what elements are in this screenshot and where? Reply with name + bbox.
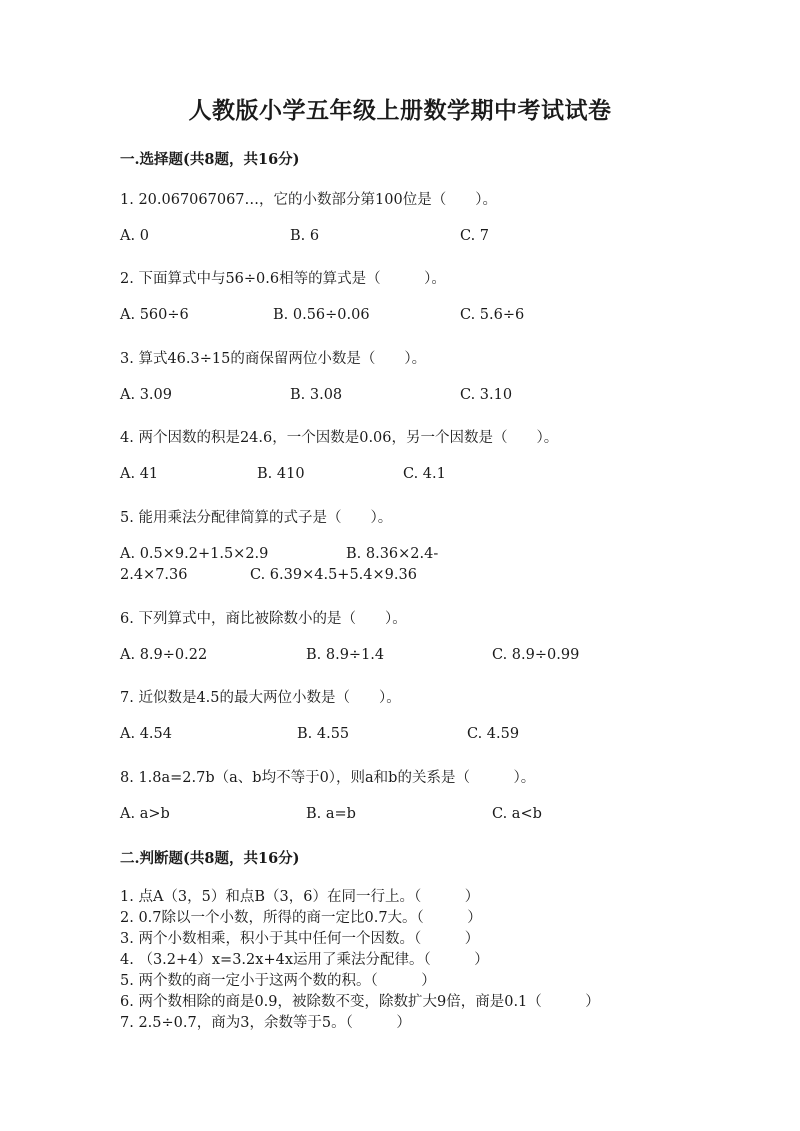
question-2-option-c: C. 5.6÷6: [460, 307, 525, 323]
page-title: 人教版小学五年级上册数学期中考试试卷: [188, 97, 612, 124]
question-1-stem: 1. 20.067067067…，它的小数部分第100位是（ ）。: [120, 192, 497, 208]
section-heading-judgement: 二.判断题(共8题，共16分): [120, 850, 300, 867]
question-6-option-c: C. 8.9÷0.99: [492, 647, 580, 663]
section-heading-choice: 一.选择题(共8题，共16分): [120, 151, 300, 168]
question-5-option-c: C. 6.39×4.5+5.4×9.36: [250, 567, 417, 583]
question-2-option-a: A. 560÷6: [120, 307, 189, 323]
question-5-option-b-continued: 2.4×7.36: [120, 567, 188, 583]
judgement-item-6: 6. 两个数相除的商是0.9，被除数不变，除数扩大9倍，商是0.1（ ）: [120, 994, 600, 1010]
question-8-stem: 8. 1.8a=2.7b（a、b均不等于0），则a和b的关系是（ ）。: [120, 770, 536, 786]
question-8-option-a: A. a>b: [120, 806, 170, 822]
question-6-option-b: B. 8.9÷1.4: [306, 647, 385, 663]
question-4-option-b: B. 410: [257, 466, 305, 482]
question-5-stem: 5. 能用乘法分配律简算的式子是（ ）。: [120, 510, 393, 526]
question-4-option-a: A. 41: [120, 466, 159, 482]
question-1-option-b: B. 6: [290, 228, 320, 244]
question-5-option-a: A. 0.5×9.2+1.5×2.9: [120, 546, 269, 562]
question-3-option-a: A. 3.09: [120, 387, 172, 403]
question-7-option-c: C. 4.59: [467, 726, 520, 742]
judgement-item-7: 7. 2.5÷0.7，商为3，余数等于5。（ ）: [120, 1015, 411, 1031]
judgement-item-1: 1. 点A（3，5）和点B（3，6）在同一行上。（ ）: [120, 889, 480, 905]
judgement-item-5: 5. 两个数的商一定小于这两个数的积。（ ）: [120, 973, 436, 989]
question-8-option-b: B. a=b: [306, 806, 356, 822]
question-4-stem: 4. 两个因数的积是24.6，一个因数是0.06，另一个因数是（ ）。: [120, 430, 559, 446]
judgement-item-2: 2. 0.7除以一个小数，所得的商一定比0.7大。（ ）: [120, 910, 482, 926]
question-6-option-a: A. 8.9÷0.22: [120, 647, 208, 663]
question-1-option-c: C. 7: [460, 228, 490, 244]
question-6-stem: 6. 下列算式中，商比被除数小的是（ ）。: [120, 611, 407, 627]
question-3-option-c: C. 3.10: [460, 387, 513, 403]
question-7-stem: 7. 近似数是4.5的最大两位小数是（ ）。: [120, 690, 401, 706]
question-4-option-c: C. 4.1: [403, 466, 446, 482]
question-8-option-c: C. a<b: [492, 806, 542, 822]
question-2-option-b: B. 0.56÷0.06: [273, 307, 370, 323]
judgement-item-3: 3. 两个小数相乘，积小于其中任何一个因数。（ ）: [120, 931, 480, 947]
question-2-stem: 2. 下面算式中与56÷0.6相等的算式是（ ）。: [120, 271, 446, 287]
judgement-item-4: 4. （3.2+4）x=3.2x+4x运用了乘法分配律。（ ）: [120, 952, 489, 968]
question-5-option-b: B. 8.36×2.4-: [346, 546, 439, 562]
question-7-option-a: A. 4.54: [120, 726, 172, 742]
question-1-option-a: A. 0: [120, 228, 149, 244]
question-3-option-b: B. 3.08: [290, 387, 343, 403]
question-7-option-b: B. 4.55: [297, 726, 350, 742]
question-3-stem: 3. 算式46.3÷15的商保留两位小数是（ ）。: [120, 351, 427, 367]
